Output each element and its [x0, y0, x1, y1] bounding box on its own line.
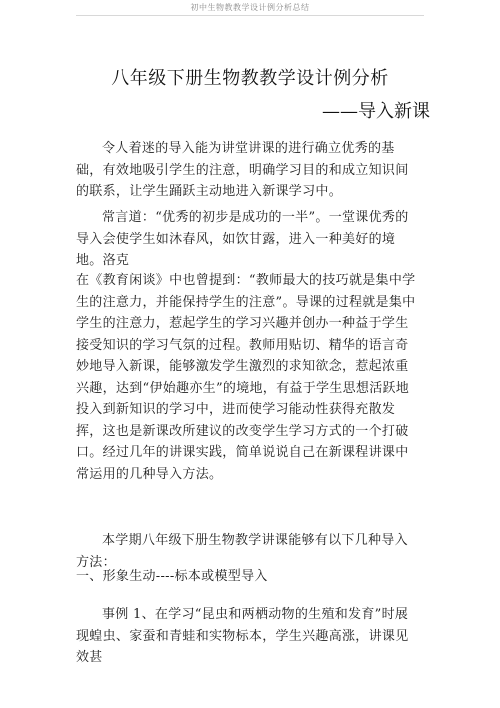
running-header: 初中生物教教学设计例分析总结	[190, 3, 310, 12]
document-subtitle: ——导入新课	[322, 101, 430, 122]
paragraph-example-1: 事例 1、在学习“昆虫和两栖动物的生殖和发育”时展现蝗虫、家蚕和青蛙和实物标本，学生兴趣高涨，讲课见效甚	[76, 607, 409, 665]
paragraph-locke-quote: 在《教育闲谈》中也曾提到：“教师最大的技巧就是集中学生的注意力，并能保持学生的注意”。导课的过程就是集中学生的注意力，惹起学生的学习兴趣并创办一种益于学生接受知识的学习气氛的过程。教师用贴切、精华的语言奇妙地导入新课，能够激发学生激烈的求知欲念，惹起浓重兴趣，达到“伊始趣亦生”的境地，有益于学生思想活跃地投入到新知识的学习中，进而使学习能动性获得充散发挥，这也是新课改所建议的改变学生学习方式的一个打破口。经过几年的讲课实践，简单说说自己在新课程讲课中常运用的几种导入方法。	[76, 273, 416, 482]
paragraph-saying: 常言道：“优秀的初步是成功的一半”。一堂课优秀的导入会使学生如沐春风，如饮甘露，进入一种美好的境地。洛克	[76, 210, 409, 268]
paragraph-methods-intro: 本学期八年级下册生物教学讲课能够有以下几种导入方法：	[76, 533, 408, 570]
paragraph-intro: 令人着迷的导入能为讲堂讲课的进行确立优秀的基础，有效地吸引学生的注意，明确学习目的和成立知识间的联系，让学生踊跃主动地进入新课学习中。	[76, 141, 409, 199]
document-title: 八年级下册生物教教学设计例分析	[111, 68, 389, 89]
section-heading-1: 一、形象生动----标本或模型导入	[76, 569, 268, 584]
header-divider	[76, 15, 424, 16]
